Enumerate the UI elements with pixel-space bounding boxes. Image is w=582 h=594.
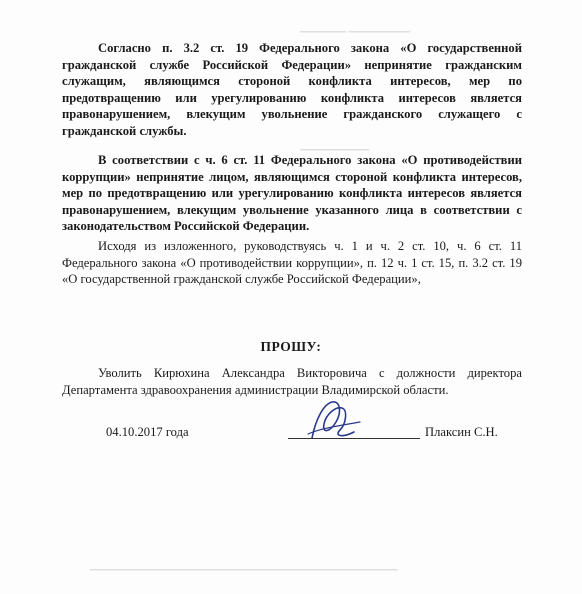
bleed-through-mark: ▁▁▁▁▁▁ ▁▁▁▁▁▁▁▁	[300, 22, 411, 33]
paragraph-anti-corruption-law: В соответствии с ч. 6 ст. 11 Федерального закона «О противодействии коррупции» непринятие лицом, являющимся стороной конфликта интересов, мер по предотвращению или урегулированию конфликта интересов является правонарушением, влекущим увольнение указанного лица в соответствии с законодательством Российской Федерации.	[62, 153, 522, 233]
document-date: 04.10.2017 года	[106, 425, 189, 439]
paragraph-request: Уволить Кирюхина Александра Викторовича с должности директора Департамента здравоохранения администрации Владимирской области.	[62, 366, 522, 397]
paragraph-civil-service-law: Согласно п. 3.2 ст. 19 Федерального закона «О государственной гражданской службе Российской Федерации» непринятие гражданским служащим, являющимся стороной конфликта интересов, мер по предотвращению или урегулированию конфликта интересов является правонарушением, влекущим увольнение гражданского служащего с гражданской службы.	[62, 41, 522, 138]
signer-name: Плаксин С.Н.	[425, 425, 498, 439]
request-title: ПРОШУ:	[260, 339, 322, 354]
signature-line	[288, 438, 420, 439]
paragraph-legal-basis: Исходя из изложенного, руководствуясь ч. 1 и ч. 2 ст. 10, ч. 6 ст. 11 Федерального закона «О противодействии коррупции», п. 12 ч. 1 ст. 15, п. 3.2 ст. 19 «О государственной гражданской службе Российской Федерации»,	[62, 239, 522, 286]
bleed-through-mark: ▁▁▁▁▁▁▁▁▁▁▁▁▁▁▁▁▁▁▁▁▁▁▁▁▁▁▁▁▁▁▁▁▁▁▁▁▁▁▁▁	[90, 560, 398, 571]
bleed-through-mark: ▁▁▁▁▁▁▁▁▁	[300, 140, 370, 151]
